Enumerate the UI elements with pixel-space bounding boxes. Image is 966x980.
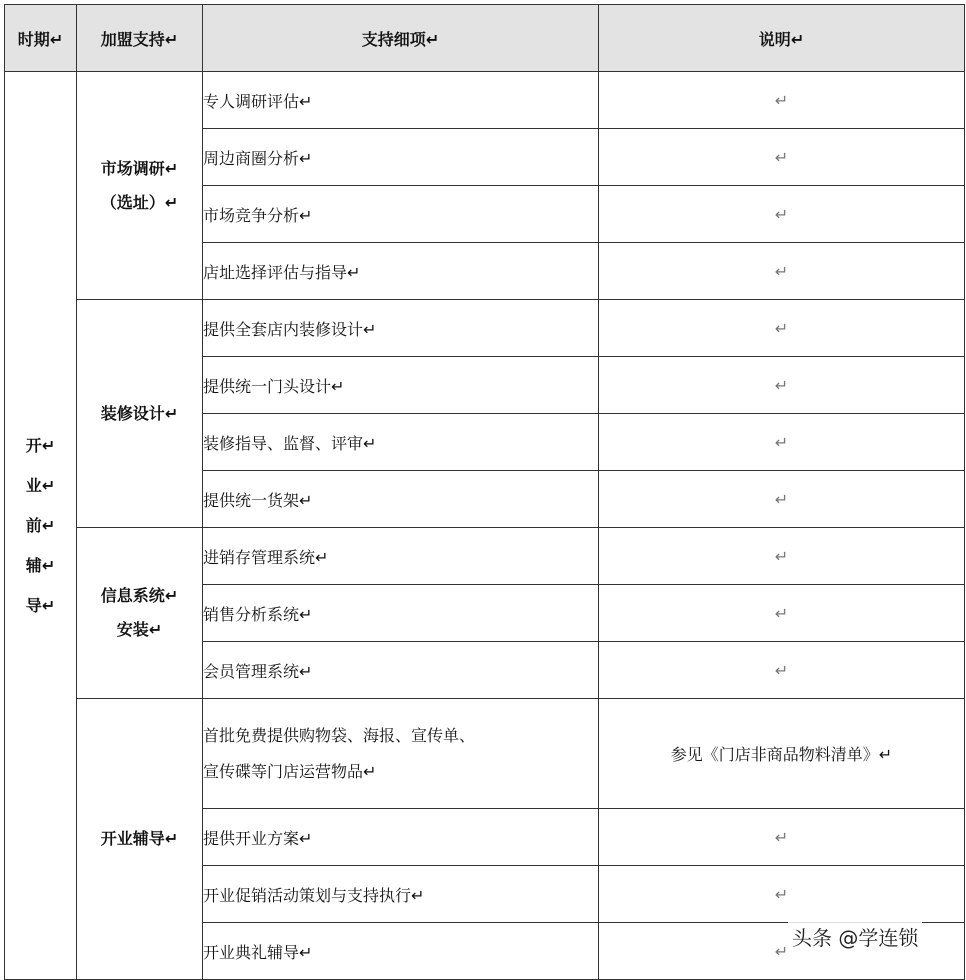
- table-row: [5, 72, 965, 129]
- period-char: 导↵: [25, 595, 56, 615]
- period-char: 开↵: [25, 435, 56, 455]
- table-row: [5, 699, 965, 809]
- detail-cell: [203, 129, 599, 186]
- desc-cell: ↵: [599, 243, 965, 300]
- period-char: 前↵: [25, 515, 56, 535]
- desc-cell: ↵: [599, 528, 965, 585]
- desc-cell: ↵: [599, 923, 965, 980]
- detail-cell: [203, 809, 599, 866]
- detail-cell: [203, 585, 599, 642]
- detail-cell: [203, 699, 599, 809]
- desc-cell: ↵: [599, 809, 965, 866]
- category-line: 安装↵: [116, 620, 163, 639]
- category-opening-guidance: [77, 699, 203, 980]
- desc-cell: ↵: [599, 414, 965, 471]
- desc-cell: ↵: [599, 357, 965, 414]
- detail-cell: [203, 414, 599, 471]
- detail-text: 会员管理系统↵: [203, 661, 313, 681]
- desc-cell: ↵: [599, 642, 965, 699]
- desc-cell: ↵: [599, 585, 965, 642]
- period-cell: [5, 72, 77, 980]
- category-line: （选址）↵: [100, 192, 179, 212]
- detail-text: 提供全套店内装修设计↵: [203, 319, 377, 339]
- desc-cell: ↵: [599, 471, 965, 528]
- detail-cell: [203, 72, 599, 129]
- detail-text: 宣传碟等门店运营物品↵: [203, 761, 377, 781]
- header-row: [5, 5, 965, 72]
- detail-text: 首批免费提供购物袋、海报、宣传单、: [203, 725, 476, 745]
- detail-text: 提供统一门头设计↵: [203, 376, 345, 396]
- desc-cell: ↵: [599, 186, 965, 243]
- period-char: 辅↵: [25, 555, 56, 575]
- header-desc: 说明↵: [599, 5, 965, 72]
- detail-text: 市场竞争分析↵: [203, 205, 313, 225]
- category-line: 装修设计↵: [100, 403, 179, 423]
- detail-cell: [203, 357, 599, 414]
- detail-text: 提供开业方案↵: [203, 828, 313, 848]
- desc-cell: 参见《门店非商品物料清单》↵: [599, 699, 965, 809]
- category-line: 开业辅导↵: [100, 829, 179, 848]
- detail-text: 进销存管理系统↵: [203, 547, 329, 567]
- period-char: 业↵: [25, 475, 56, 495]
- detail-cell: [203, 471, 599, 528]
- desc-cell: ↵: [599, 300, 965, 357]
- table-row: [5, 300, 965, 357]
- detail-cell: [203, 300, 599, 357]
- detail-text: 开业促销活动策划与支持执行↵: [203, 885, 425, 905]
- category-info-system: [77, 528, 203, 699]
- detail-text: 店址选择评估与指导↵: [203, 262, 361, 282]
- detail-text: 专人调研评估↵: [203, 91, 313, 111]
- category-line: 市场调研↵: [100, 158, 179, 178]
- detail-cell: [203, 186, 599, 243]
- desc-cell: ↵: [599, 72, 965, 129]
- detail-cell: [203, 642, 599, 699]
- watermark: 头条 @学连锁: [788, 922, 922, 951]
- support-table: [4, 4, 965, 980]
- detail-text: 装修指导、监督、评审↵: [203, 433, 377, 453]
- header-period: 时期↵: [5, 5, 77, 72]
- header-detail: 支持细项↵: [203, 5, 599, 72]
- detail-cell: [203, 243, 599, 300]
- detail-text: 提供统一货架↵: [203, 490, 313, 510]
- table-row: [5, 528, 965, 585]
- detail-cell: [203, 866, 599, 923]
- category-decoration-design: [77, 300, 203, 528]
- category-market-research: [77, 72, 203, 300]
- category-line: 信息系统↵: [100, 586, 179, 605]
- detail-cell: [203, 528, 599, 585]
- detail-text: 销售分析系统↵: [203, 604, 313, 624]
- header-support: 加盟支持↵: [77, 5, 203, 72]
- detail-text: 开业典礼辅导↵: [203, 942, 313, 962]
- detail-text: 周边商圈分析↵: [203, 148, 313, 168]
- desc-cell: ↵: [599, 129, 965, 186]
- detail-cell: [203, 923, 599, 980]
- desc-cell: ↵: [599, 866, 965, 923]
